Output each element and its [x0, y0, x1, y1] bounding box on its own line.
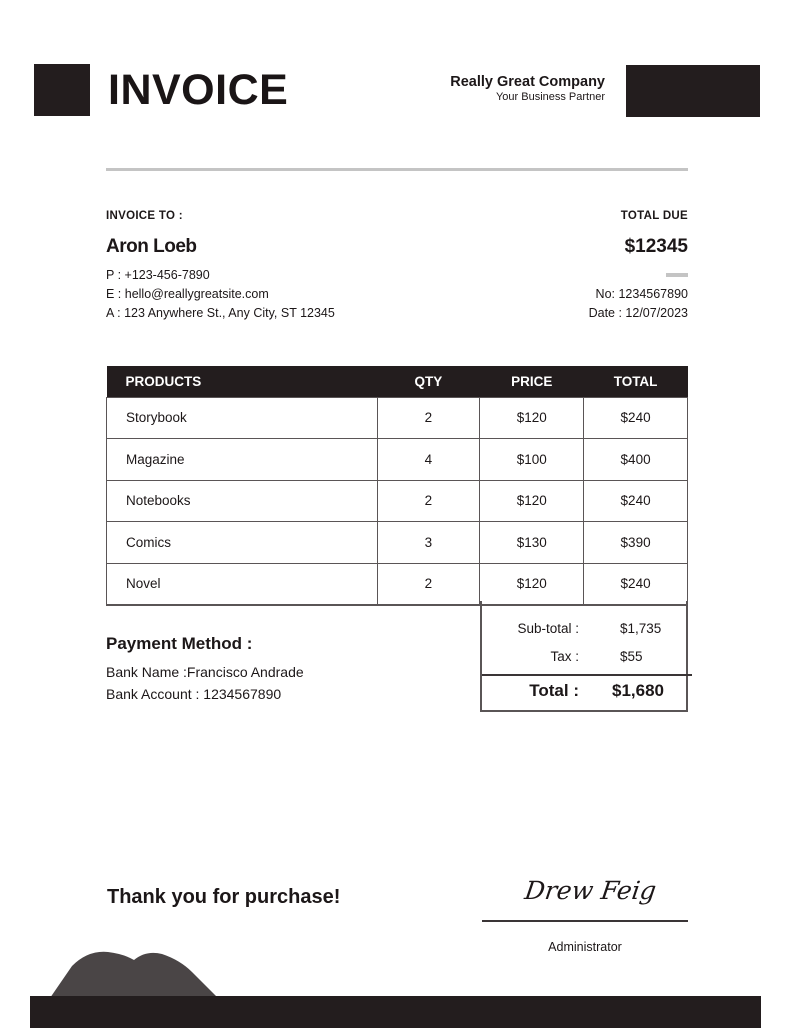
col-header-qty: QTY: [377, 366, 480, 397]
totals-box: [480, 601, 688, 712]
price-cell: $120: [480, 480, 584, 522]
product-cell: Novel: [107, 563, 378, 605]
total-cell: $390: [584, 522, 688, 564]
table-header-row: [107, 366, 688, 397]
product-cell: Storybook: [107, 397, 378, 439]
qty-cell: 2: [377, 563, 480, 605]
invoice-date: Date : 12/07/2023: [588, 306, 688, 320]
tax-value: $55: [620, 649, 643, 664]
price-cell: $130: [480, 522, 584, 564]
header-divider: [106, 168, 688, 171]
table-row: [107, 522, 688, 564]
price-cell: $120: [480, 397, 584, 439]
company-tagline: Your Business Partner: [495, 91, 605, 103]
company-name: Really Great Company: [450, 74, 605, 90]
invoice-number: No: 1234567890: [595, 287, 688, 301]
table-row: [107, 563, 688, 605]
items-table: [106, 366, 688, 606]
payment-method-title: Payment Method :: [106, 634, 253, 653]
col-header-price: PRICE: [480, 366, 584, 397]
table-row: [107, 439, 688, 481]
bank-name: Bank Name :Francisco Andrade: [106, 664, 304, 680]
subtotal-label: Sub-total :: [517, 621, 579, 636]
invoice-meta: [589, 285, 688, 323]
qty-cell: 3: [377, 522, 480, 564]
table-row: [107, 480, 688, 522]
total-cell: $240: [584, 563, 688, 605]
total-cell: $400: [584, 439, 688, 481]
decor-block-left: [34, 64, 90, 116]
grand-total-value: $1,680: [612, 681, 664, 700]
totals-divider: [482, 674, 692, 676]
client-contact: [106, 266, 335, 323]
total-cell: $240: [584, 480, 688, 522]
total-cell: $240: [584, 397, 688, 439]
decor-block-right: [626, 65, 760, 117]
product-cell: Comics: [107, 522, 378, 564]
total-due-dash: [666, 273, 688, 277]
total-due-amount: $12345: [624, 236, 688, 257]
signer-role: Administrator: [548, 940, 622, 954]
company-info: [450, 74, 605, 103]
subtotal-value: $1,735: [620, 621, 662, 636]
tax-label: Tax :: [550, 649, 579, 664]
price-cell: $100: [480, 439, 584, 481]
thank-you-message: Thank you for purchase!: [107, 886, 341, 908]
col-header-total: TOTAL: [584, 366, 688, 397]
qty-cell: 2: [377, 480, 480, 522]
client-address: A : 123 Anywhere St., Any City, ST 12345: [106, 306, 335, 320]
product-cell: Notebooks: [107, 480, 378, 522]
client-email: E : hello@reallygreatsite.com: [106, 287, 269, 301]
mountain-decor-icon: [50, 948, 220, 998]
total-due-label: TOTAL DUE: [620, 210, 688, 222]
table-row: [107, 397, 688, 439]
qty-cell: 4: [377, 439, 480, 481]
invoice-title: INVOICE: [108, 66, 289, 114]
signature: Drew Feig: [522, 876, 658, 905]
grand-total-label: Total :: [529, 681, 579, 700]
client-phone: P : +123-456-7890: [106, 268, 210, 282]
footer-bar: [30, 996, 761, 1028]
invoice-to-label: INVOICE TO :: [106, 210, 183, 222]
signature-line: [482, 920, 688, 922]
col-header-products: PRODUCTS: [107, 366, 378, 397]
client-name: Aron Loeb: [106, 236, 197, 257]
qty-cell: 2: [377, 397, 480, 439]
price-cell: $120: [480, 563, 584, 605]
bank-account: Bank Account : 1234567890: [106, 686, 282, 702]
product-cell: Magazine: [107, 439, 378, 481]
